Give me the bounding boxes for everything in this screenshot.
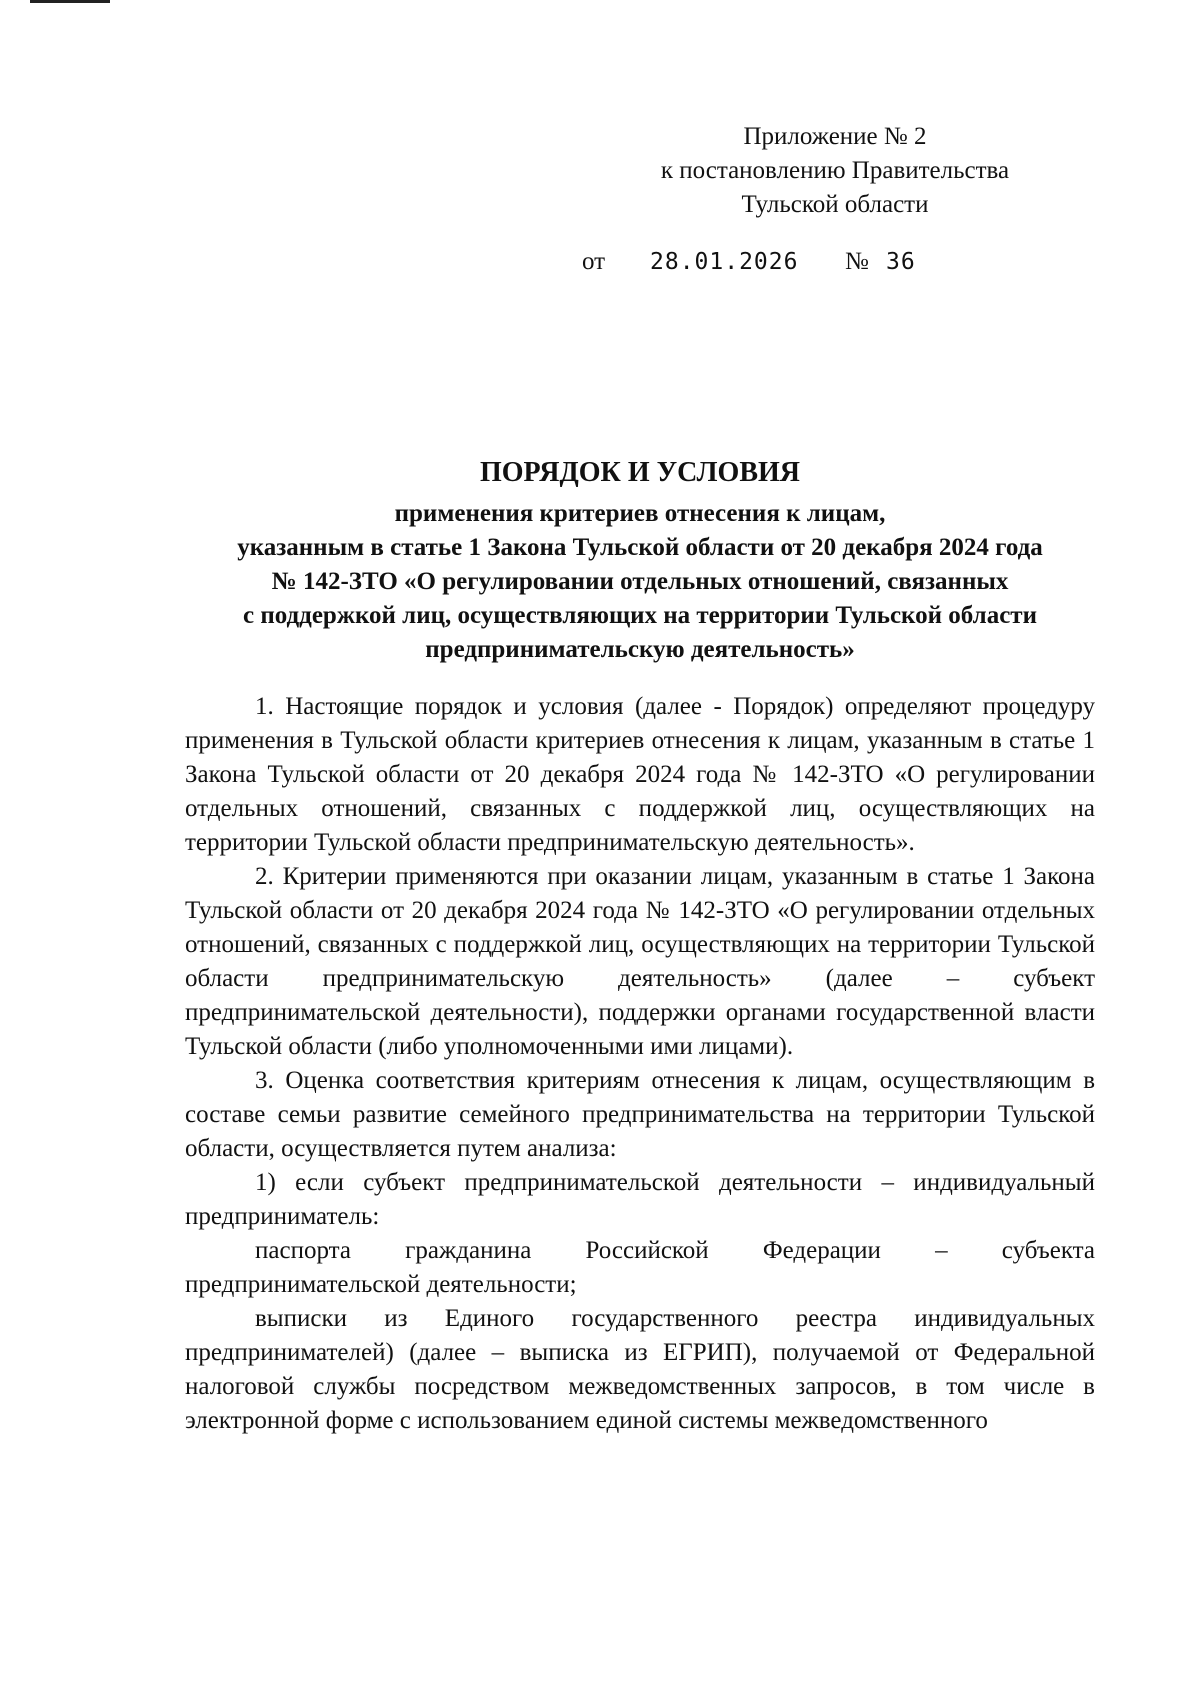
scan-corner-mark <box>30 0 110 3</box>
paragraph-3-item-1: 1) если субъект предпринимательской деятельности – индивидуальный предприниматель: <box>185 1169 1095 1230</box>
document-body <box>185 690 1095 1438</box>
title-sub-line: № 142-ЗТО «О регулировании отдельных отношений, связанных <box>271 568 1009 595</box>
paragraph-1: 1. Настоящие порядок и условия (далее - Порядок) определяют процедуру применения в Тульской области критериев отнесения к лицам, указанным в статье 1 Закона Тульской области от 20 декабря 2024 года № 142-ЗТО «О регулировании отдельных отношений, связанных с поддержкой лиц, осуществляющих на территории Тульской области предпринимательскую деятельность». <box>185 693 1095 856</box>
appendix-line: Приложение № 2 <box>743 123 927 150</box>
decree-date: 28.01.2026 <box>650 249 799 275</box>
decree-from-label: от <box>582 248 606 275</box>
decree-number-label: № <box>845 248 869 275</box>
paragraph-passport: паспорта гражданина Российской Федерации – субъекта предпринимательской деятельности; <box>185 1237 1095 1298</box>
title-sub-line: указанным в статье 1 Закона Тульской области от 20 декабря 2024 года <box>237 534 1043 561</box>
appendix-line: Тульской области <box>741 191 929 218</box>
appendix-header <box>600 120 1070 222</box>
title-sub-line: применения критериев отнесения к лицам, <box>394 500 886 527</box>
paragraph-egrip: выписки из Единого государственного реестра индивидуальных предпринимателей) (далее – выписка из ЕГРИП), получаемой от Федеральной налоговой службы посредством межведомственных запросов, в том числе в электронной форме с использованием единой системы межведомственного <box>185 1305 1095 1434</box>
decree-number: 36 <box>886 249 916 275</box>
title-sub-line: с поддержкой лиц, осуществляющих на территории Тульской области <box>243 602 1037 629</box>
document-title <box>185 455 1095 667</box>
appendix-line: к постановлению Правительства <box>660 157 1010 184</box>
paragraph-3: 3. Оценка соответствия критериям отнесения к лицам, осуществляющим в составе семьи развитие семейного предпринимательства на территории Тульской области, осуществляется путем анализа: <box>185 1067 1095 1162</box>
paragraph-2: 2. Критерии применяются при оказании лицам, указанным в статье 1 Закона Тульской области от 20 декабря 2024 года № 142-ЗТО «О регулировании отдельных отношений, связанных с поддержкой лиц, осуществляющих на территории Тульской области предпринимательскую деятельность» (далее – субъект предпринимательской деятельности), поддержки органами государственной власти Тульской области (либо уполномоченными ими лицами). <box>185 863 1095 1060</box>
title-sub-line: предпринимательскую деятельность» <box>425 636 855 663</box>
title-main: ПОРЯДОК И УСЛОВИЯ <box>479 457 800 488</box>
